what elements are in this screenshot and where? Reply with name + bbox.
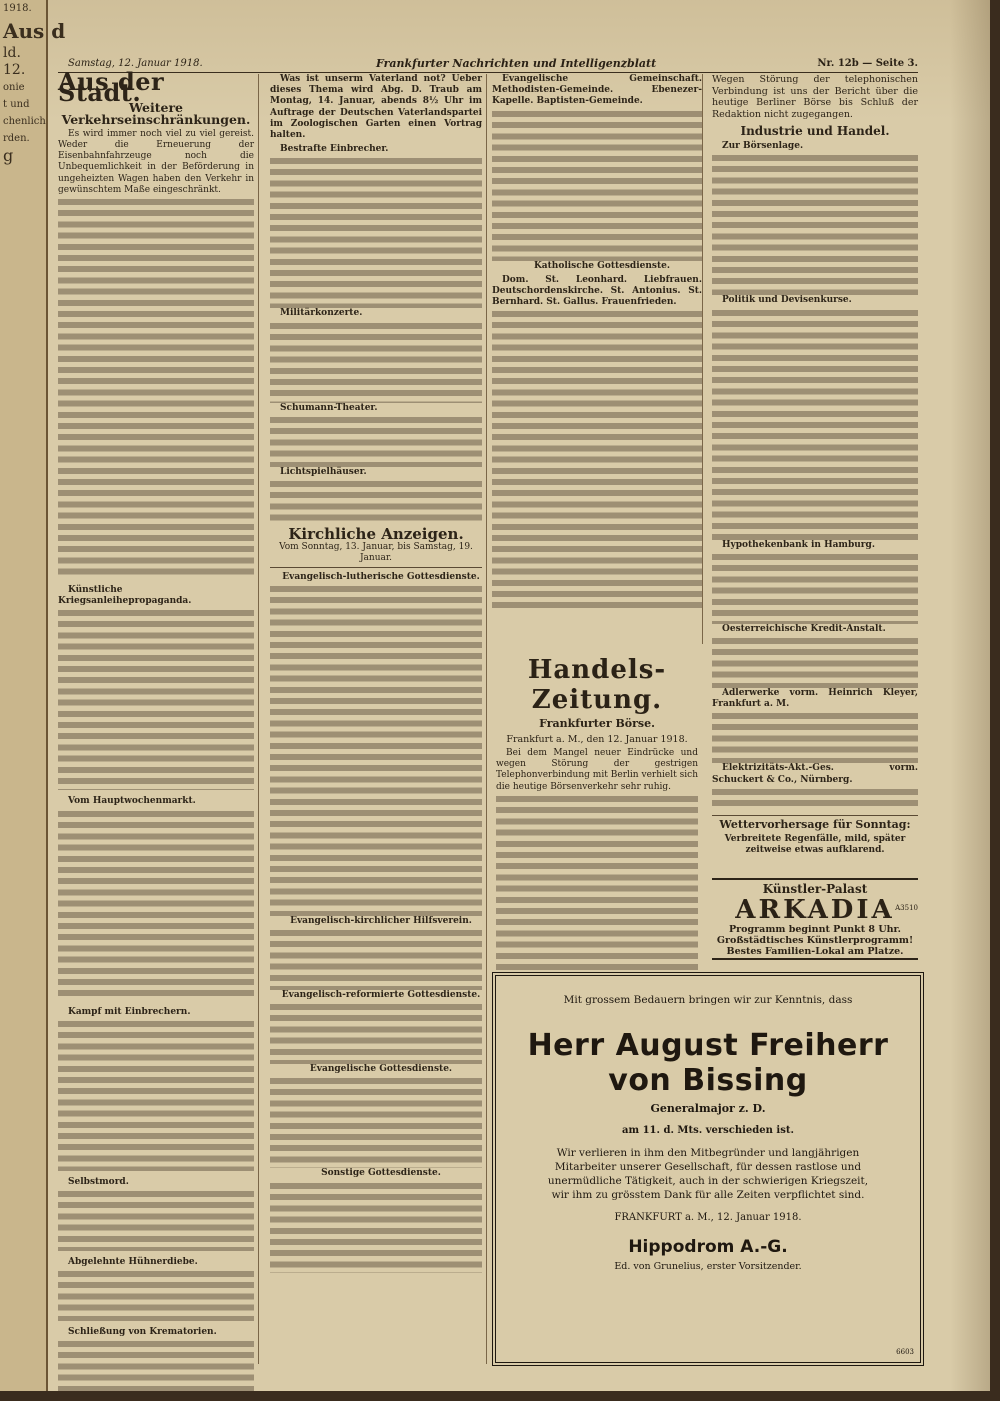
page-header xyxy=(58,58,918,73)
article-text xyxy=(58,1271,254,1321)
church-category: Katholische Gottesdienste. xyxy=(533,260,670,271)
church-listing xyxy=(492,111,702,261)
article-heading: Militärkonzerte. xyxy=(280,308,363,319)
header-date: Samstag, 12. Januar 1918. xyxy=(68,58,203,69)
obituary-date: am 11. d. Mts. verschieden ist. xyxy=(622,1125,794,1136)
prev-fragment: t und xyxy=(3,99,30,110)
ad-kicker: Künstler-Palast xyxy=(762,882,868,896)
church-listing xyxy=(270,1004,482,1064)
church-listing xyxy=(270,586,482,916)
prev-fragment: 12. xyxy=(3,62,26,78)
header-paper-title: Frankfurter Nachrichten und Intelligenzblatt xyxy=(376,57,657,70)
commerce-section xyxy=(496,655,698,976)
industry-title: Industrie und Handel. xyxy=(740,124,890,138)
stock-exchange-heading: Frankfurter Börse. xyxy=(539,717,655,730)
prev-fragment: 1918. xyxy=(3,3,32,14)
prev-fragment: onie xyxy=(3,82,25,93)
article-heading: Abgelehnte Hühnerdiebe. xyxy=(68,1257,198,1268)
article-text xyxy=(58,1021,254,1171)
column-local-news xyxy=(58,67,259,1364)
column-industry xyxy=(712,74,918,1014)
prev-fragment: Aus d xyxy=(3,19,66,43)
article-heading: Vom Hauptwochenmarkt. xyxy=(68,796,196,807)
church-category: Evangelisch-lutherische Gottesdienste. xyxy=(282,571,480,582)
article-text xyxy=(270,158,482,308)
obituary-place-date: FRANKFURT a. M., 12. Januar 1918. xyxy=(614,1212,802,1223)
church-category: Evangelisch-reformierte Gottesdienste. xyxy=(281,990,481,1001)
article-text xyxy=(712,638,918,688)
article-text xyxy=(712,310,918,540)
church-listing xyxy=(270,1183,482,1273)
church-listing xyxy=(270,930,482,990)
ad-line: Bestes Familien-Lokal am Platze. xyxy=(726,946,904,957)
article-text xyxy=(270,481,482,521)
church-listing xyxy=(492,311,702,611)
article-heading: Schumann-Theater. xyxy=(280,402,378,413)
prev-fragment: rden. xyxy=(3,133,30,144)
column-church-services xyxy=(492,74,703,644)
article-heading: Hypothekenbank in Hamburg. xyxy=(722,539,875,550)
article-heading: Politik und Devisenkurse. xyxy=(722,295,852,306)
article-heading: Kampf mit Einbrechern. xyxy=(68,1006,191,1017)
obituary-body: Wir verlieren in ihm den Mitbegründer und langjährigen Mitarbeiter unserer Gesellschaft, für dessen rastlose und unermüdliche Tätigkeit, auch in der schwierigen Kriegszeit, wir ihm zu grösstem Dank für alle Zeiten verpflichtet sind. xyxy=(547,1147,869,1201)
prev-fragment: ld. xyxy=(3,45,21,61)
obituary-intro: Mit grossem Bedauern bringen wir zur Kenntnis, dass xyxy=(563,994,853,1006)
article-text xyxy=(712,713,918,763)
ad-venue-name: ARKADIA xyxy=(735,895,895,925)
prev-fragment: chenlich xyxy=(3,116,46,127)
article-text xyxy=(712,554,918,624)
article-heading: Zur Börsenlage. xyxy=(722,141,804,152)
ad-code: 6603 xyxy=(896,1348,914,1356)
article-text xyxy=(58,199,254,579)
article-text xyxy=(496,796,698,976)
column-announcements xyxy=(270,74,487,1364)
article-heading: Oesterreichische Kredit-Anstalt. xyxy=(722,623,886,634)
article-text xyxy=(712,155,918,295)
article-paragraph: Es wird immer noch viel zu viel gereist. Weder die Erneuerung der Eisenbahnfahrzeuge noch die Unbequemlichkeit in der Beförderung in ungeheizten Wagen haben den Verkehr in gewünschtem Maße eingeschränkt. xyxy=(58,128,254,195)
previous-page-edge xyxy=(0,0,66,1391)
obituary-rank: Generalmajor z. D. xyxy=(650,1102,766,1115)
article-paragraph: Bei dem Mangel neuer Eindrücke und wegen Störung der gestrigen Telephonverbindung mit Berlin verhielt sich die heutige Börsenverkehr sehr ruhig. xyxy=(496,748,698,792)
article-heading: Künstliche Kriegsanleihepropaganda. xyxy=(58,585,192,607)
article-heading: Adlerwerke vorm. Heinrich Kleyer, Frankfurt a. M. xyxy=(712,688,918,710)
arkadia-advertisement xyxy=(712,878,918,960)
article-text xyxy=(58,1191,254,1251)
article-heading: Schließung von Krematorien. xyxy=(68,1327,217,1338)
church-category: Evangelische Gottesdienste. xyxy=(309,1064,453,1075)
obituary-company: Hippodrom A.-G. xyxy=(628,1237,788,1257)
article-text xyxy=(58,811,254,1001)
header-page-number: Nr. 12b — Seite 3. xyxy=(817,58,918,69)
ad-line: Großstädtisches Künstlerprogramm! xyxy=(716,935,914,946)
article-heading: Elektrizitäts-Akt.-Ges. vorm. Schuckert & Co., Nürnberg. xyxy=(712,763,918,785)
church-listing-heading: Evangelische Gemeinschaft. Methodisten-Gemeinde. Ebenezer-Kapelle. Baptisten-Gemeinde. xyxy=(492,74,702,107)
section-title: Aus der Stadt. xyxy=(58,67,165,108)
church-listing xyxy=(270,1078,482,1168)
article-text xyxy=(270,417,482,467)
prev-fragment: g xyxy=(3,146,14,165)
obituary-signatory: Ed. von Grunelius, erster Vorsitzender. xyxy=(614,1261,802,1272)
obituary-name: Herr August Freiherr von Bissing xyxy=(527,1028,889,1098)
article-text xyxy=(712,789,918,809)
ad-code: A3510 xyxy=(895,904,918,912)
article-heading: Selbstmord. xyxy=(68,1176,129,1187)
church-notices-dates: Vom Sonntag, 13. Januar, bis Samstag, 19. Januar. xyxy=(270,542,482,567)
notice-text: Wegen Störung der telephonischen Verbindung ist uns der Bericht über die heutige Berliner Börse bis Schluß der Redaktion nicht zugegangen. xyxy=(712,74,918,120)
article-heading: Lichtspielhäuser. xyxy=(280,466,367,477)
ad-line: Programm beginnt Punkt 8 Uhr. xyxy=(729,924,901,935)
church-category: Evangelisch-kirchlicher Hilfsverein. xyxy=(290,915,472,926)
church-category: Sonstige Gottesdienste. xyxy=(321,1168,441,1179)
commerce-title: Handels-Zeitung. xyxy=(527,655,667,715)
article-heading: Bestrafte Einbrecher. xyxy=(280,144,389,155)
article-headline: Weitere Verkehrseinschränkungen. xyxy=(61,100,251,127)
church-notices-title: Kirchliche Anzeigen. xyxy=(288,525,464,544)
weather-forecast: Verbreitete Regenfälle, mild, später zeitweise etwas aufklarend. xyxy=(724,834,906,856)
weather-title: Wettervorhersage für Sonntag: xyxy=(712,815,918,830)
article-text xyxy=(270,323,482,403)
obituary-notice xyxy=(492,972,924,1366)
stock-exchange-date: Frankfurt a. M., den 12. Januar 1918. xyxy=(506,734,688,745)
church-listing-heading: Dom. St. Leonhard. Liebfrauen. Deutschordenskirche. St. Antonius. St. Bernhard. St. Gallus. Frauenfrieden. xyxy=(492,274,702,308)
article-text xyxy=(58,1341,254,1401)
article-paragraph: Was ist unserm Vaterland not? Ueber dieses Thema wird Abg. D. Traub am Montag, 14. Januar, abends 8½ Uhr im Auftrage der Deutschen Vaterlandspartei im Zoologischen Garten einen Vortrag halten. xyxy=(270,74,482,141)
article-text xyxy=(58,610,254,790)
